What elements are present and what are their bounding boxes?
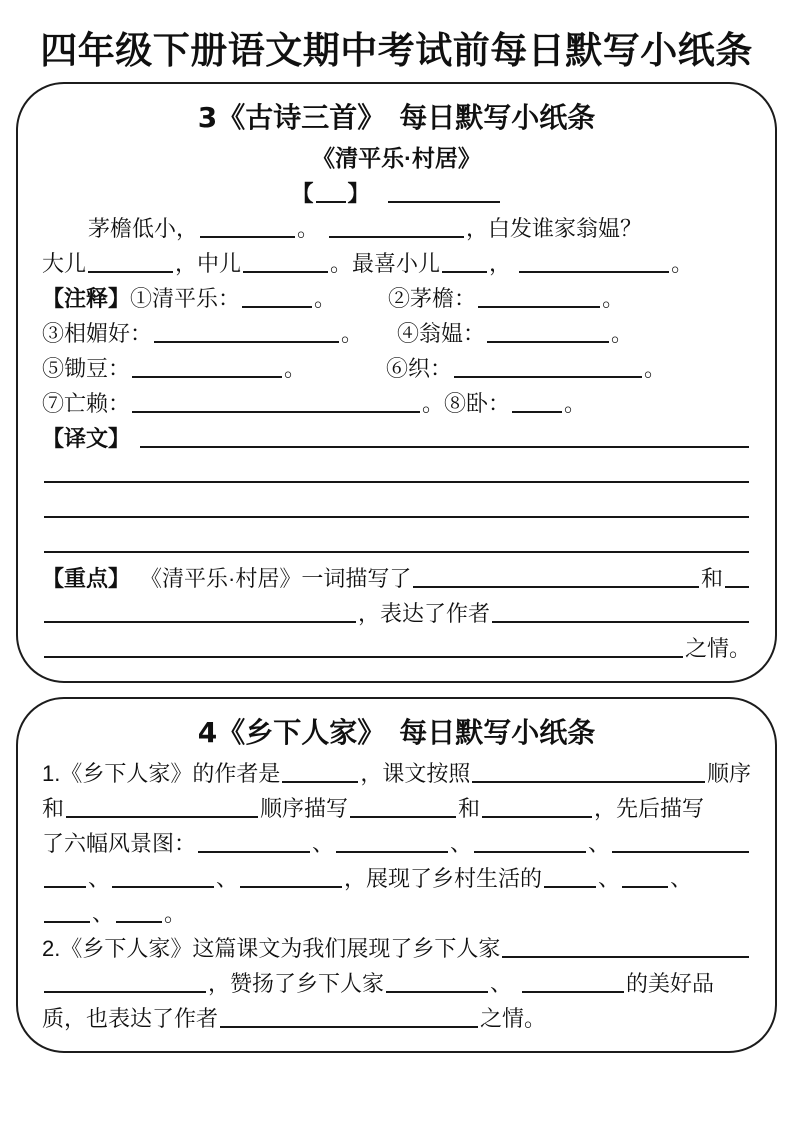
cloze-line — [42, 210, 751, 245]
text-segment: 、 — [598, 866, 621, 891]
spacer — [363, 349, 397, 350]
dictation-card-gushi — [16, 82, 777, 683]
text-segment: 和 — [458, 796, 481, 821]
text-segment: 了六幅风景图： — [42, 831, 197, 856]
fill-in-blank — [413, 586, 699, 588]
cloze-line — [42, 280, 751, 315]
fill-in-blank — [487, 341, 609, 343]
text-segment: 。最喜小儿 — [330, 251, 441, 276]
fill-in-blank — [544, 886, 596, 888]
spacer — [130, 594, 140, 595]
cloze-line — [42, 490, 751, 525]
fill-in-blank — [282, 781, 358, 783]
section-label: 【重点】 — [42, 566, 131, 591]
text-segment: 】 — [347, 181, 370, 206]
cloze-line — [42, 860, 751, 895]
text-segment: ，先后描写 — [594, 796, 705, 821]
text-segment: ②茅檐： — [388, 286, 477, 311]
text-segment: 和 — [700, 566, 723, 591]
text-segment: 。 — [611, 321, 634, 346]
fill-in-blank — [474, 851, 586, 853]
fill-in-blank — [44, 886, 86, 888]
cloze-lines-xiangxiarenjia — [42, 755, 751, 1035]
text-segment: 茅檐低小， — [88, 216, 199, 241]
text-segment: ⑥织： — [386, 356, 453, 381]
text-segment: ①清平乐： — [130, 286, 241, 311]
text-segment: ， — [489, 251, 512, 276]
text-segment: 顺序 — [706, 761, 751, 786]
cloze-line — [42, 790, 751, 825]
text-segment: 、 — [216, 866, 239, 891]
poem-title: 《清平乐·村居》 — [312, 145, 481, 171]
cloze-line — [42, 385, 751, 420]
text-segment: 质，也表达了作者 — [42, 1006, 219, 1031]
fill-in-blank — [154, 341, 339, 343]
text-segment: 《清平乐·村居》一词描写了 — [140, 566, 412, 591]
cloze-line — [42, 245, 751, 280]
fill-in-blank — [112, 886, 214, 888]
text-segment: ，表达了作者 — [358, 601, 491, 626]
fill-in-blank — [243, 271, 328, 273]
fill-in-blank — [512, 411, 562, 413]
text-segment: 。 — [564, 391, 587, 416]
text-segment: 。 — [602, 286, 625, 311]
cloze-line — [42, 315, 751, 350]
fill-in-blank — [336, 851, 448, 853]
text-segment: 。 — [297, 216, 320, 241]
spacer — [130, 454, 138, 455]
fill-in-blank — [386, 991, 488, 993]
fill-in-blank — [612, 851, 749, 853]
spacer — [511, 279, 517, 280]
fill-in-blank — [44, 551, 749, 553]
cloze-line — [42, 825, 751, 860]
text-segment: 1.《乡下人家》的作者是 — [42, 761, 281, 786]
fill-in-blank — [140, 446, 749, 448]
page-title: 四年级下册语文期中考试前每日默写小纸条 — [40, 29, 753, 72]
cloze-line — [42, 965, 751, 1000]
cloze-line — [42, 420, 751, 455]
spacer — [512, 999, 520, 1000]
text-segment: ③相媚好： — [42, 321, 153, 346]
cloze-line — [42, 560, 751, 595]
text-segment: 、 — [92, 901, 115, 926]
fill-in-blank — [350, 816, 456, 818]
text-segment: 、 — [490, 971, 513, 996]
text-segment: 。 — [644, 356, 667, 381]
fill-in-blank — [492, 621, 749, 623]
text-segment: 之情。 — [684, 636, 751, 661]
fill-in-blank — [725, 586, 749, 588]
fill-in-blank — [242, 306, 312, 308]
text-segment: 和 — [42, 796, 65, 821]
text-segment: 。 — [164, 901, 187, 926]
card-title-gushi: 3《古诗三首》 每日默写小纸条 — [197, 101, 596, 134]
fill-in-blank — [622, 886, 668, 888]
text-segment: ，展现了乡村生活的 — [344, 866, 543, 891]
fill-in-blank — [44, 516, 749, 518]
text-segment: ，白发谁家翁媪？ — [466, 216, 643, 241]
cloze-line — [42, 525, 751, 560]
fill-in-blank — [44, 921, 90, 923]
text-segment: 。⑧卧： — [422, 391, 511, 416]
fill-in-blank — [44, 656, 683, 658]
spacer — [370, 209, 386, 210]
fill-in-blank — [44, 481, 749, 483]
fill-in-blank — [220, 1026, 478, 1028]
text-segment: 。 — [314, 286, 337, 311]
fill-in-blank — [316, 201, 346, 203]
dictation-card-xiangxiarenjia — [16, 697, 777, 1053]
fill-in-blank — [116, 921, 162, 923]
fill-in-blank — [200, 236, 295, 238]
cloze-line — [42, 755, 751, 790]
text-segment: 。 — [341, 321, 364, 346]
fill-in-blank — [329, 236, 464, 238]
cloze-line — [42, 630, 751, 665]
text-segment: 、 — [670, 866, 693, 891]
text-segment: 。 — [284, 356, 307, 381]
cloze-line — [42, 175, 751, 210]
text-segment: ，中儿 — [175, 251, 242, 276]
text-segment: 、 — [588, 831, 611, 856]
text-segment: 大儿 — [42, 251, 87, 276]
fill-in-blank — [454, 376, 642, 378]
cloze-line — [42, 930, 751, 965]
spacer — [42, 244, 88, 245]
fill-in-blank — [66, 816, 258, 818]
spacer — [336, 314, 388, 315]
fill-in-blank — [482, 816, 592, 818]
fill-in-blank — [198, 851, 310, 853]
fill-in-blank — [478, 306, 600, 308]
cloze-line — [42, 1000, 751, 1035]
spacer — [319, 244, 327, 245]
fill-in-blank — [132, 411, 420, 413]
text-segment: 。 — [671, 251, 694, 276]
text-segment: 顺序描写 — [260, 796, 349, 821]
fill-in-blank — [472, 781, 705, 783]
text-segment: ，赞扬了乡下人家 — [208, 971, 385, 996]
card-title-xiangxiarenjia: 4《乡下人家》 每日默写小纸条 — [197, 716, 596, 749]
fill-in-blank — [522, 991, 624, 993]
fill-in-blank — [519, 271, 669, 273]
cloze-line — [42, 895, 751, 930]
text-segment: ④翁媪： — [397, 321, 486, 346]
text-segment: ⑦亡赖： — [42, 391, 131, 416]
text-segment: 【 — [291, 181, 314, 206]
text-segment: 之情。 — [480, 1006, 547, 1031]
spacer — [306, 384, 386, 385]
text-segment: 的美好品 — [626, 971, 715, 996]
text-segment: 、 — [312, 831, 335, 856]
text-segment: 、 — [88, 866, 111, 891]
fill-in-blank — [388, 201, 500, 203]
cloze-line — [42, 595, 751, 630]
fill-in-blank — [132, 376, 282, 378]
cloze-line — [42, 350, 751, 385]
section-label: 【译文】 — [42, 426, 131, 451]
fill-in-blank — [502, 956, 749, 958]
text-segment: 、 — [450, 831, 473, 856]
fill-in-blank — [44, 991, 206, 993]
cloze-line — [42, 455, 751, 490]
text-segment: ，课文按照 — [360, 761, 471, 786]
fill-in-blank — [88, 271, 173, 273]
fill-in-blank — [240, 886, 342, 888]
cloze-lines-gushi — [42, 175, 751, 665]
fill-in-blank — [442, 271, 487, 273]
fill-in-blank — [44, 621, 356, 623]
text-segment: ⑤锄豆： — [42, 356, 131, 381]
section-label: 【注释】 — [42, 286, 131, 311]
text-segment: 2.《乡下人家》这篇课文为我们展现了乡下人家 — [42, 936, 501, 961]
